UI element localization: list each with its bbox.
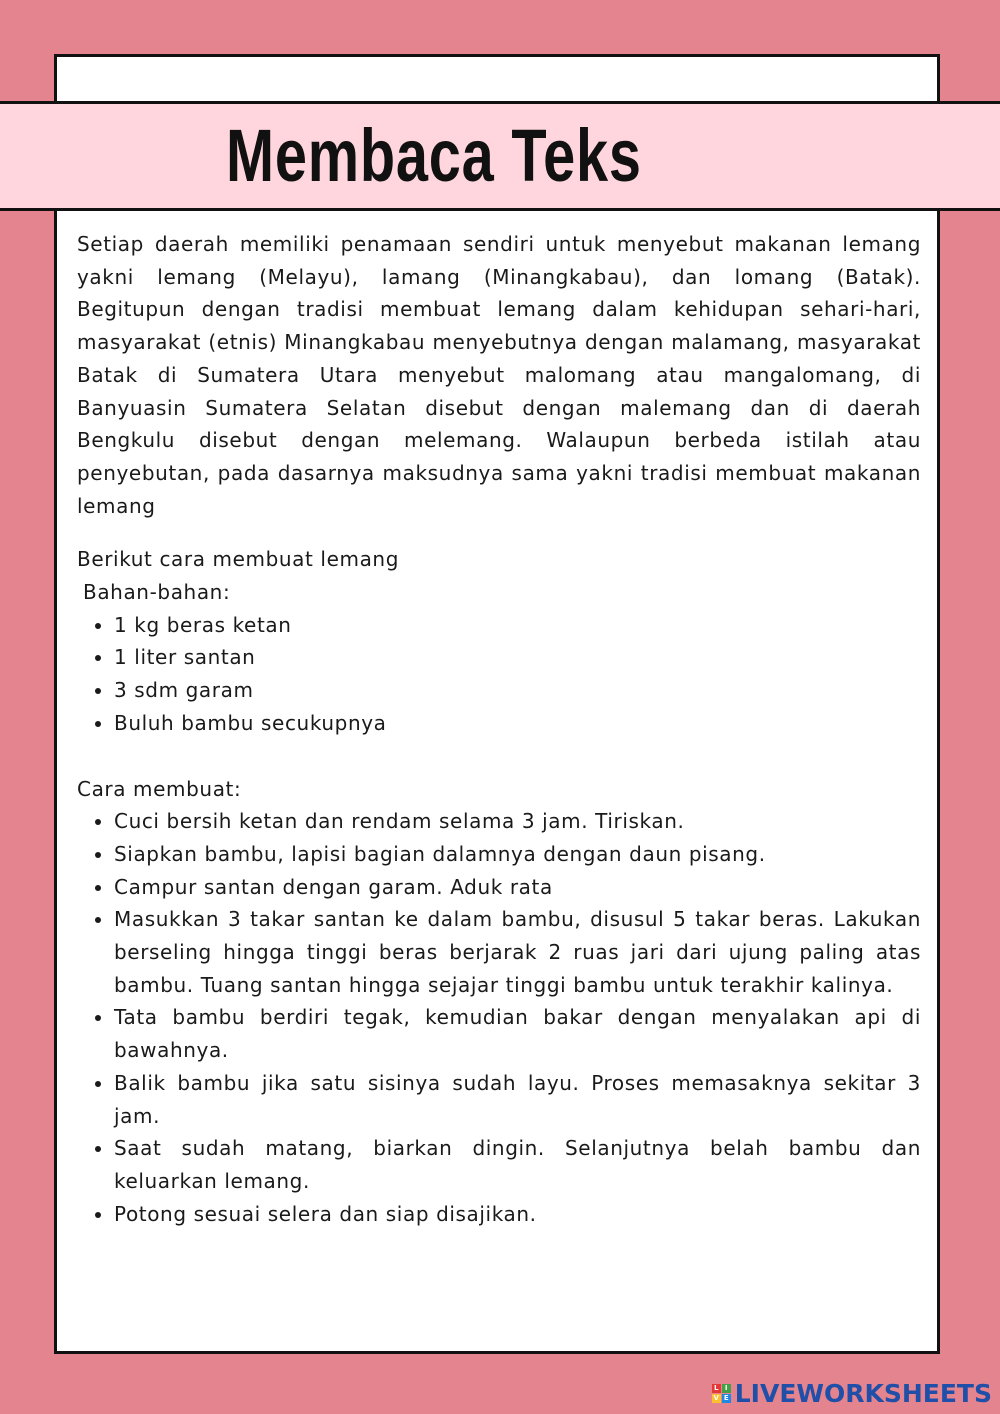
brand-text: LIVEWORKSHEETS bbox=[734, 1379, 992, 1408]
logo-letter: L bbox=[712, 1384, 721, 1393]
list-item: • Tata bambu berdiri tegak, kemudian bakar dengan menyalakan api di bawahnya. bbox=[114, 1001, 921, 1066]
ingredients-heading: Bahan-bahan: bbox=[83, 580, 231, 605]
liveworksheets-logo bbox=[712, 1379, 992, 1408]
intro-paragraph: Setiap daerah memiliki penamaan sendiri untuk menyebut makanan lemang yakni lemang (Melayu), lamang (Minangkabau), dan lomang (Batak). Begitupun dengan tradisi membuat lemang dalam kehidupan sehari-hari, masyarakat (etnis) Minangkabau menyebutnya dengan malamang, masyarakat Batak di Sumatera Utara menyebut malomang atau mangalomang, di Banyuasin Sumatera Selatan disebut dengan malemang dan di daerah Bengkulu disebut dengan melemang. Walaupun berbeda istilah atau penyebutan, pada dasarnya maksudnya sama yakni tradisi membuat makanan lemang bbox=[77, 232, 921, 518]
list-item: • 3 sdm garam bbox=[114, 674, 921, 707]
liveworksheets-logo-icon bbox=[712, 1384, 731, 1403]
logo-letter: V bbox=[713, 1394, 719, 1402]
list-item: • Potong sesuai selera dan siap disajikan. bbox=[114, 1198, 921, 1231]
recipe-heading: Berikut cara membuat lemang bbox=[77, 547, 400, 572]
steps-heading: Cara membuat: bbox=[77, 776, 242, 801]
reading-text bbox=[77, 228, 921, 1230]
list-item: • 1 kg beras ketan bbox=[114, 609, 921, 642]
list-item: • Masukkan 3 takar santan ke dalam bambu, disusul 5 takar beras. Lakukan berseling hingga tinggi beras berjarak 2 ruas jari dari ujung paling atas bambu. Tuang santan hingga sejajar tinggi bambu untuk terakhir kalinya. bbox=[114, 903, 921, 1001]
logo-letter: E bbox=[722, 1394, 731, 1403]
list-item: • Saat sudah matang, biarkan dingin. Selanjutnya belah bambu dan keluarkan lemang. bbox=[114, 1132, 921, 1197]
ingredients-list bbox=[77, 609, 921, 740]
page-title: Membaca Teks bbox=[226, 114, 642, 197]
list-item: • Cuci bersih ketan dan rendam selama 3 jam. Tiriskan. bbox=[114, 805, 921, 838]
list-item: • Balik bambu jika satu sisinya sudah layu. Proses memasaknya sekitar 3 jam. bbox=[114, 1067, 921, 1132]
list-item: • Siapkan bambu, lapisi bagian dalamnya dengan daun pisang. bbox=[114, 838, 921, 871]
logo-letter: I bbox=[722, 1384, 731, 1393]
list-item: • Campur santan dengan garam. Aduk rata bbox=[114, 871, 921, 904]
list-item: • Buluh bambu secukupnya bbox=[114, 707, 921, 740]
list-item: • 1 liter santan bbox=[114, 641, 921, 674]
steps-list bbox=[77, 805, 921, 1230]
